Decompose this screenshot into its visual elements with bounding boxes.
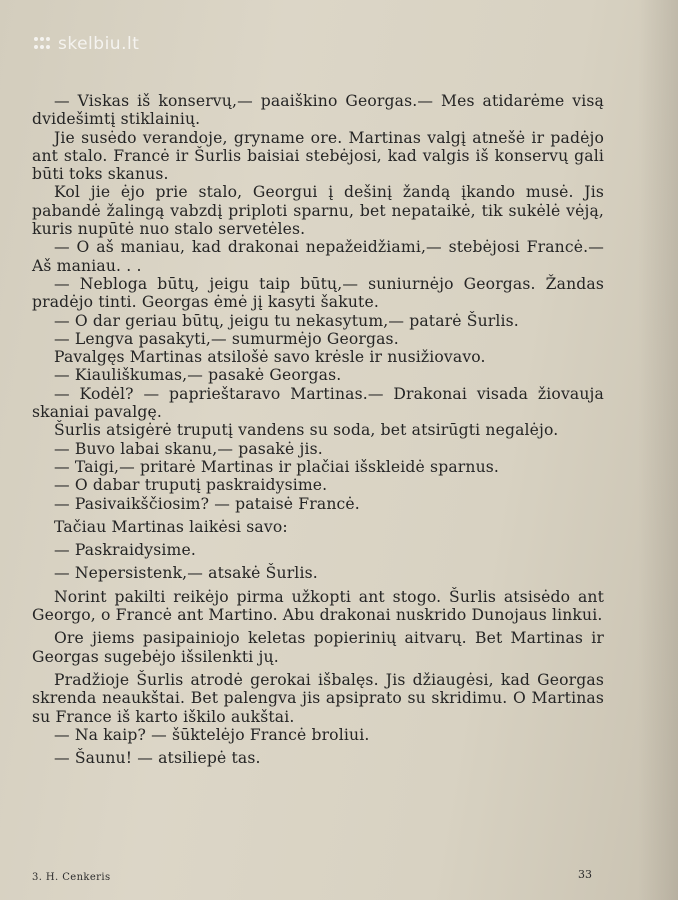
paragraph: — Paskraidysime. xyxy=(54,541,196,560)
paragraph: — Na kaip? — šūktelėjo Francė broliui. xyxy=(54,725,370,744)
paragraph: Norint pakilti reikėjo pirma užkopti ant stogo. Šurlis atsisėdo ant Georgo, o Francė ant Martino. Abu drakonai nuskrido Dunojaus linkui. xyxy=(32,587,604,625)
page-number: 33 xyxy=(578,868,592,881)
paragraph: — Taigi,— pritarė Martinas ir plačiai išskleidė sparnus. xyxy=(54,457,500,476)
paragraph: Pavalgęs Martinas atsilošė savo krėsle ir nusižiovavo. xyxy=(54,348,486,367)
paragraph: Pradžioje Šurlis atrodė gerokai išbalęs. Jis džiaugėsi, kad Georgas skrenda neaukštai. Bet palengva jis apsiprato su skridimu. O Martinas su France iš karto iškilo aukštai. xyxy=(32,670,604,726)
paragraph: Kol jie ėjo prie stalo, Georgui į dešinį žandą įkando musė. Jis pabandė žalingą vabzdį priploti sparnu, bet nepataikė, tik sukėlė vėją, kuris nupūtė nuo stalo servetėles. xyxy=(32,183,604,239)
watermark-logo-icon xyxy=(34,37,52,51)
paragraph: — Šaunu! — atsiliepė tas. xyxy=(54,749,261,768)
paragraph: Ore jiems pasipainiojo keletas popierinių aitvarų. Bet Martinas ir Georgas sugebėjo išsilenkti jų. xyxy=(32,629,604,666)
body-text xyxy=(32,92,604,767)
paragraph: — Viskas iš konservų,— paaiškino Georgas.— Mes atidarėme visą dvidešimtį stiklainių. xyxy=(32,92,604,129)
paragraph: — Kodėl? — paprieštaravo Martinas.— Drakonai visada žiovauja skaniai pavalgę. xyxy=(32,384,604,422)
paragraph: — Kiauliškumas,— pasakė Georgas. xyxy=(54,366,342,385)
paragraph: — Buvo labai skanu,— pasakė jis. xyxy=(54,439,323,458)
watermark-text: skelbiu.lt xyxy=(58,34,140,54)
paragraph: Tačiau Martinas laikėsi savo: xyxy=(54,517,288,536)
paragraph: — Nepersistenk,— atsakė Šurlis. xyxy=(54,564,318,583)
paragraph: — Lengva pasakyti,— sumurmėjo Georgas. xyxy=(54,329,399,348)
paragraph: — O dar geriau būtų, jeigu tu nekasytum,— patarė Šurlis. xyxy=(54,311,519,330)
paragraph: — Pasivaikščiosim? — pataisė Francė. xyxy=(54,494,360,513)
paragraph: Jie susėdo verandoje, gryname ore. Martinas valgį atnešė ir padėjo ant stalo. Francė ir Šurlis baisiai stebėjosi, kad valgis iš konservų gali būti toks skanus. xyxy=(32,128,604,184)
paragraph: — O aš maniau, kad drakonai nepažeidžiami,— stebėjosi Francė.— Aš maniau. . . xyxy=(32,238,604,275)
printer-signature: 3. H. Cenkeris xyxy=(32,872,111,883)
paragraph: — Nebloga būtų, jeigu taip būtų,— suniurnėjo Georgas. Žandas pradėjo tinti. Georgas ėmė jį kasyti šakute. xyxy=(32,274,604,312)
watermark xyxy=(34,34,139,54)
paragraph: — O dabar truputį paskraidysime. xyxy=(54,476,328,495)
paragraph: Šurlis atsigėrė truputį vandens su soda, bet atsirūgti negalėjo. xyxy=(54,421,559,440)
